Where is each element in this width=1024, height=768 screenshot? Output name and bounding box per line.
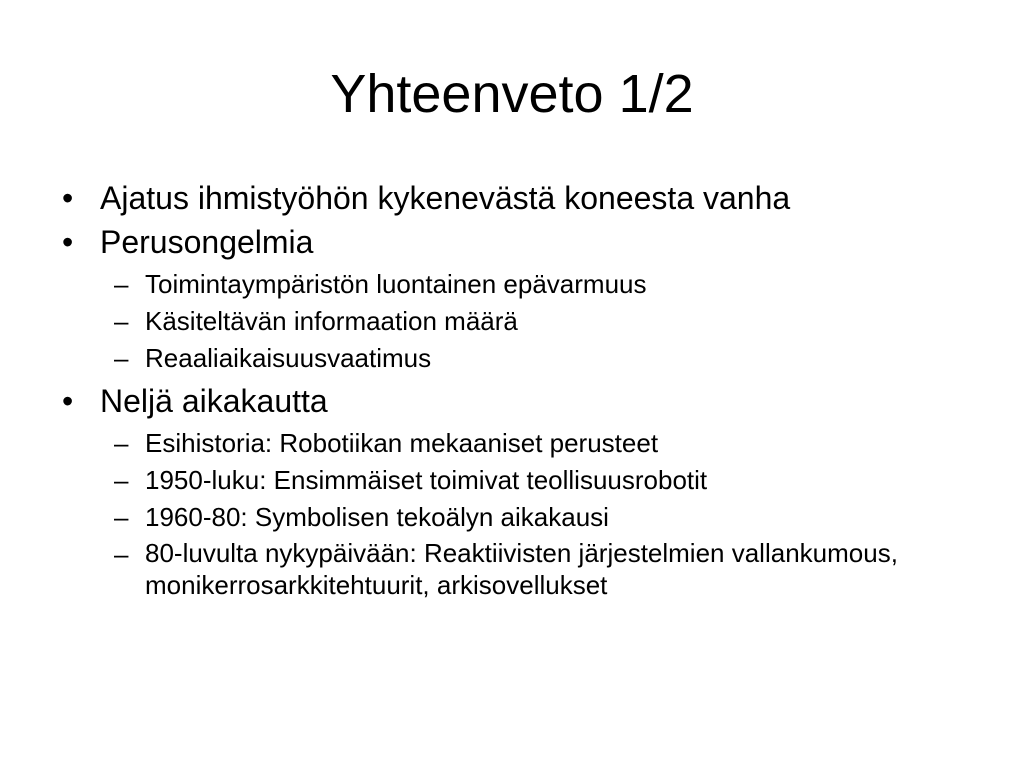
bullet-item bbox=[0, 176, 1024, 220]
bullet-item bbox=[0, 379, 1024, 423]
sub-bullet-item bbox=[0, 267, 915, 301]
sub-bullet-text: Reaaliaikaisuusvaatimus bbox=[145, 343, 432, 373]
bullet-text: Perusongelmia bbox=[100, 224, 314, 260]
dash-icon: – bbox=[114, 428, 129, 458]
bullet-icon: • bbox=[62, 180, 74, 216]
bullet-text: Neljä aikakautta bbox=[100, 383, 328, 419]
sub-bullet-item bbox=[0, 537, 915, 601]
sub-bullet-text: Toimintaympäristön luontainen epävarmuus bbox=[145, 269, 647, 299]
bullet-item bbox=[0, 220, 1024, 264]
sub-bullet-item bbox=[0, 500, 915, 534]
dash-icon: – bbox=[114, 539, 129, 569]
sub-bullet-text: Käsiteltävän informaation määrä bbox=[145, 306, 518, 336]
sub-bullet-text: 80-luvulta nykypäivään: Reaktiivisten järjestelmien vallankumous, monikerrosarkkitehtuurit, arkisovellukset bbox=[145, 538, 898, 600]
dash-icon: – bbox=[114, 269, 129, 299]
sub-bullet-item bbox=[0, 426, 915, 460]
sub-bullet-text: Esihistoria: Robotiikan mekaaniset perusteet bbox=[145, 428, 659, 458]
sub-list bbox=[0, 267, 1024, 375]
bullet-icon: • bbox=[62, 224, 74, 260]
sub-bullet-item bbox=[0, 341, 915, 375]
bullet-icon: • bbox=[62, 383, 74, 419]
bullet-text: Ajatus ihmistyöhön kykenevästä koneesta vanha bbox=[100, 180, 791, 216]
sub-bullet-item bbox=[0, 463, 915, 497]
dash-icon: – bbox=[114, 502, 129, 532]
dash-icon: – bbox=[114, 465, 129, 495]
sub-bullet-item bbox=[0, 304, 915, 338]
sub-list bbox=[0, 426, 1024, 601]
sub-bullet-text: 1960-80: Symbolisen tekoälyn aikakausi bbox=[145, 502, 609, 532]
slide-title: Yhteenveto 1/2 bbox=[330, 64, 694, 124]
dash-icon: – bbox=[114, 343, 129, 373]
sub-bullet-text: 1950-luku: Ensimmäiset toimivat teollisuusrobotit bbox=[145, 465, 708, 495]
dash-icon: – bbox=[114, 306, 129, 336]
slide-body bbox=[0, 176, 1024, 605]
